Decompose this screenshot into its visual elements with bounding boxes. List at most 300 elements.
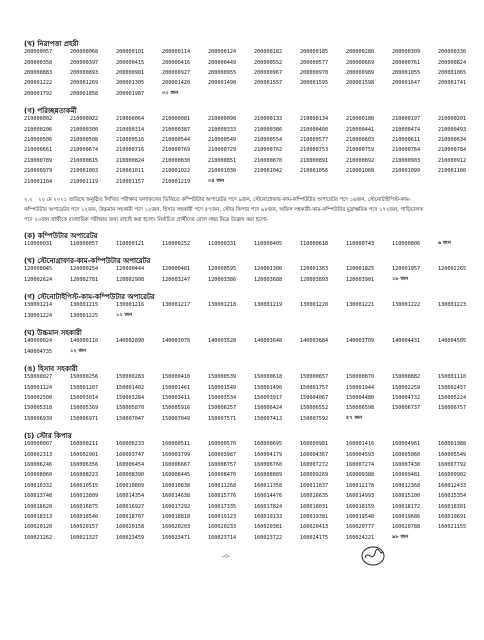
roll-number: 160007274 <box>346 461 375 468</box>
roll-number: 160019133 <box>254 513 283 520</box>
roll-number: 150004067 <box>300 394 329 401</box>
roll-table-stenographer <box>24 264 484 285</box>
roll-table-computer-operator <box>24 239 484 249</box>
roll-number: 210000180 <box>346 116 375 123</box>
roll-number: 160005549 <box>438 451 467 458</box>
roll-number: 160010838 <box>162 482 191 489</box>
section-heading-security-guard: (খ) নিরাপত্তা প্রহরী <box>24 40 79 48</box>
roll-table-upper-division-assistant <box>24 336 484 357</box>
roll-row <box>24 403 484 413</box>
roll-number: 120000444 <box>116 266 145 273</box>
roll-table-security-guard <box>24 47 484 99</box>
roll-number: 210000474 <box>392 126 421 133</box>
roll-number: 160001988 <box>438 441 467 448</box>
roll-number: 120001825 <box>346 266 375 273</box>
roll-number: 160020203 <box>162 524 191 531</box>
roll-number: 120001300 <box>254 266 283 273</box>
roll-number: 200000449 <box>208 59 237 66</box>
roll-number: 120000254 <box>70 266 99 273</box>
roll-number: 150000657 <box>300 374 329 381</box>
roll-number: 160001416 <box>346 441 375 448</box>
roll-number: 150001490 <box>254 384 283 391</box>
roll-row <box>24 145 484 155</box>
roll-number: 130001223 <box>438 302 467 309</box>
roll-number: 160000007 <box>24 441 53 448</box>
roll-number: 120003386 <box>208 276 237 283</box>
roll-number: 160018313 <box>24 513 53 520</box>
roll-number: 150000283 <box>116 374 145 381</box>
count-label: ৯ জন <box>438 240 451 247</box>
roll-number: 210001119 <box>70 178 99 185</box>
roll-number: 160011837 <box>300 482 329 489</box>
roll-number: 210000892 <box>346 157 375 164</box>
roll-number: 210000002 <box>24 116 53 123</box>
paragraph-2-2 <box>24 195 429 225</box>
roll-number: 160010809 <box>116 482 145 489</box>
roll-number: 200000358 <box>24 59 53 66</box>
roll-number: 150001757 <box>300 384 329 391</box>
roll-number: 160018818 <box>162 513 191 520</box>
roll-number: 160003799 <box>162 451 191 458</box>
roll-number: 140004431 <box>392 338 421 345</box>
roll-number: 140004505 <box>438 338 467 345</box>
roll-number: 160020120 <box>24 524 53 531</box>
roll-number: 210000764 <box>392 147 421 154</box>
roll-number: 140003709 <box>346 338 375 345</box>
roll-number: 160008390 <box>116 472 145 479</box>
roll-number: 210000661 <box>24 147 53 154</box>
roll-row <box>24 114 484 124</box>
roll-number: 150001207 <box>70 384 99 391</box>
roll-number: 210000134 <box>300 116 329 123</box>
roll-table-accounts-assistant <box>24 372 484 424</box>
roll-number: 210000554 <box>254 136 283 143</box>
roll-number: 210000891 <box>300 157 329 164</box>
roll-number: 160000570 <box>208 441 237 448</box>
roll-number: 200001305 <box>116 80 145 87</box>
roll-number: 200000101 <box>116 49 145 56</box>
roll-number: 130001214 <box>24 302 53 309</box>
paragraph-number: ২.২ <box>24 197 33 203</box>
roll-number: 130001221 <box>346 302 375 309</box>
roll-number: 210000508 <box>70 136 99 143</box>
roll-number: 160020157 <box>70 524 99 531</box>
roll-number: 160002313 <box>24 451 53 458</box>
signature-mark <box>358 543 388 569</box>
roll-number: 200000967 <box>254 69 283 76</box>
roll-number: 160006760 <box>254 461 283 468</box>
roll-number: 130001225 <box>70 312 99 319</box>
roll-number: 160013809 <box>70 493 99 500</box>
roll-number: 160018031 <box>300 503 329 510</box>
section-heading-accounts-assistant: (ঙ) হিসাব সহকারী <box>24 365 78 373</box>
roll-number: 200001269 <box>70 80 99 87</box>
roll-number: 160019686 <box>392 513 421 520</box>
roll-number: 150001110 <box>438 374 467 381</box>
roll-row <box>24 135 484 145</box>
roll-number: 200000883 <box>24 69 53 76</box>
roll-number: 160008060 <box>24 472 53 479</box>
roll-number: 120002265 <box>438 266 467 273</box>
roll-row <box>24 470 484 480</box>
roll-row <box>24 264 484 274</box>
roll-number: 160024221 <box>346 534 375 541</box>
roll-row <box>24 89 484 99</box>
roll-number: 160009388 <box>346 472 375 479</box>
roll-number: 200000552 <box>254 59 283 66</box>
roll-number: 160004179 <box>254 451 283 458</box>
roll-number: 110000121 <box>116 241 145 248</box>
paragraph-text: ২০ মে ২০২১ তারিখে অনুষ্ঠিত লিখিত পরীক্ষার ফলাফলের ভিত্তিতে কম্পিউটার অপারেটর পদে ৯জন, স্টেনোগ্রাফার-কাম-কম্পিউটার অপারেটর পদে ১৬জন, স্টেনোটাইপিস্ট-কাম-কম্পিউটার অপারেটর পদে ১২জন, উচ্চমান সহকারী পদে ১২জন, হিসাব সহকারী পদে ৫৭জন, স্টোর কিপার পদে ৯৮জন, অফিস সহকারী-কাম-কম্পিউটার মুদ্রাক্ষরিক পদে ১৭২জন, গাড়িচালক পদে ২০জন প্রার্থীকে ব্যবহারিক পরীক্ষার জন্য বাছাই করা হলো। নির্বাচিত প্রার্থীদের রোল নম্বর নিম্নে উল্লেখ করা হলো- <box>24 197 423 223</box>
roll-row <box>24 346 484 356</box>
roll-number: 120000045 <box>24 266 53 273</box>
roll-number: 160007272 <box>300 461 329 468</box>
roll-number: 210000197 <box>392 116 421 123</box>
roll-number: 210000851 <box>208 157 237 164</box>
roll-number: 160009902 <box>438 472 467 479</box>
roll-row <box>24 522 484 532</box>
roll-number: 150007413 <box>254 415 283 422</box>
roll-row <box>24 393 484 403</box>
roll-number: 150001124 <box>24 384 53 391</box>
roll-number: 160002901 <box>70 451 99 458</box>
roll-number: 150006939 <box>24 415 53 422</box>
roll-number: 150006257 <box>208 405 237 412</box>
section-heading-stenotypist: (গ) স্টেনোটাইপিস্ট-কাম-কম্পিউটার অপারেটর <box>24 293 155 301</box>
roll-number: 130001217 <box>162 302 191 309</box>
roll-number: 150006737 <box>392 405 421 412</box>
roll-number: 140003078 <box>162 338 191 345</box>
roll-number: 200001987 <box>116 90 145 97</box>
roll-number: 150003411 <box>162 394 191 401</box>
roll-row <box>24 512 484 522</box>
roll-number: 160009269 <box>300 472 329 479</box>
roll-number: 210000611 <box>392 136 421 143</box>
roll-number: 160008889 <box>254 472 283 479</box>
roll-number: 210000634 <box>438 136 467 143</box>
roll-number: 200000068 <box>70 49 99 56</box>
roll-row <box>24 382 484 392</box>
roll-number: 160006757 <box>208 461 237 468</box>
roll-number: 200000309 <box>392 49 421 56</box>
roll-number: 160018301 <box>438 503 467 510</box>
roll-number: 160014354 <box>116 493 145 500</box>
roll-number: 140003648 <box>254 338 283 345</box>
count-label: ৯৮ জন <box>392 533 409 540</box>
roll-number: 160020777 <box>346 524 375 531</box>
roll-number: 160010332 <box>24 482 53 489</box>
roll-number: 210000870 <box>254 157 283 164</box>
section-heading-computer-operator: (ক) কম্পিউটার অপারেটর <box>24 232 98 240</box>
roll-number: 160000211 <box>70 441 99 448</box>
roll-number: 210000400 <box>300 126 329 133</box>
roll-number: 200000901 <box>116 69 145 76</box>
roll-number: 150007571 <box>208 415 237 422</box>
roll-row <box>24 124 484 134</box>
roll-number: 210001011 <box>116 168 145 175</box>
roll-number: 120000595 <box>208 266 237 273</box>
roll-number: 200000330 <box>438 49 467 56</box>
count-label: ১৮ জন <box>392 275 409 282</box>
roll-row <box>24 47 484 57</box>
roll-number: 210001056 <box>300 168 329 175</box>
roll-number: 210000577 <box>300 136 329 143</box>
roll-number: 160019540 <box>346 513 375 520</box>
roll-number: 160021262 <box>24 534 53 541</box>
roll-number: 160011268 <box>208 482 237 489</box>
roll-number: 150006424 <box>254 405 283 412</box>
roll-number: 150001944 <box>346 384 375 391</box>
roll-row <box>24 481 484 491</box>
roll-number: 150006598 <box>346 405 375 412</box>
roll-number: 210000753 <box>300 147 329 154</box>
roll-number: 160003747 <box>116 451 145 458</box>
roll-number: 210000789 <box>24 157 53 164</box>
roll-row <box>24 460 484 470</box>
roll-number: 210000133 <box>254 116 283 123</box>
roll-number: 120002908 <box>116 276 145 283</box>
roll-number: 200001647 <box>392 80 421 87</box>
roll-number: 160021155 <box>438 524 467 531</box>
roll-number: 150000256 <box>70 374 99 381</box>
roll-number: 150000882 <box>392 374 421 381</box>
roll-number: 160012368 <box>392 482 421 489</box>
roll-number: 160008445 <box>162 472 191 479</box>
roll-number: 160017335 <box>208 503 237 510</box>
roll-number: 200000824 <box>438 59 467 66</box>
roll-number: 120000481 <box>162 266 191 273</box>
roll-number: 150003917 <box>254 394 283 401</box>
roll-number: 200000057 <box>24 49 53 56</box>
roll-number: 160003987 <box>208 451 237 458</box>
roll-number: 200000927 <box>162 69 191 76</box>
roll-number: 160019381 <box>300 513 329 520</box>
roll-number: 200000761 <box>392 59 421 66</box>
roll-number: 160006246 <box>24 461 53 468</box>
roll-number: 210001219 <box>162 178 191 185</box>
section-heading-stenographer: (খ) স্টেনোগ্রাফার-কাম-কম্পিউটার অপারেটর <box>24 257 151 265</box>
roll-number: 110000331 <box>208 241 237 248</box>
roll-number: 160005060 <box>392 451 421 458</box>
roll-number: 160012433 <box>438 482 467 489</box>
roll-table-stenotypist <box>24 300 484 321</box>
roll-row <box>24 501 484 511</box>
roll-number: 110000806 <box>392 241 421 248</box>
roll-number: 210000493 <box>438 126 467 133</box>
roll-number: 200000955 <box>208 69 237 76</box>
roll-number: 120003893 <box>300 276 329 283</box>
roll-number: 200001490 <box>208 80 237 87</box>
roll-number: 210000729 <box>208 147 237 154</box>
roll-number: 210001157 <box>116 178 145 185</box>
roll-number: 210000206 <box>24 126 53 133</box>
roll-number: 210001099 <box>392 168 421 175</box>
roll-number: 210000441 <box>346 126 375 133</box>
roll-row <box>24 533 484 543</box>
roll-row <box>24 336 484 346</box>
roll-number: 140002890 <box>116 338 145 345</box>
roll-number: 160000511 <box>162 441 191 448</box>
roll-number: 150001461 <box>162 384 191 391</box>
roll-number: 160017824 <box>254 503 283 510</box>
roll-number: 160016875 <box>70 503 99 510</box>
section-heading-upper-division-assistant: (ঘ) উচ্চমান সহকারী <box>24 329 82 337</box>
roll-number: 210000516 <box>116 136 145 143</box>
roll-number: 110000031 <box>24 241 53 248</box>
roll-number: 210000544 <box>162 136 191 143</box>
roll-number: 210001042 <box>254 168 283 175</box>
roll-number: 160017292 <box>162 503 191 510</box>
roll-number: 160000981 <box>300 441 329 448</box>
roll-number: 210000716 <box>116 147 145 154</box>
roll-number: 160004961 <box>392 441 421 448</box>
roll-number: 130001222 <box>392 302 421 309</box>
roll-number: 160000233 <box>116 441 145 448</box>
roll-number: 160016620 <box>24 503 53 510</box>
roll-number: 150005369 <box>70 405 99 412</box>
roll-number: 110000057 <box>70 241 99 248</box>
roll-number: 210001100 <box>438 168 467 175</box>
roll-number: 210001104 <box>24 178 53 185</box>
roll-number: 200000415 <box>116 59 145 66</box>
roll-number: 150000027 <box>24 374 53 381</box>
roll-number: 150000870 <box>346 374 375 381</box>
roll-number: 200000185 <box>300 49 329 56</box>
roll-number: 160019123 <box>208 513 237 520</box>
roll-row <box>24 449 484 459</box>
roll-number: 160018540 <box>70 513 99 520</box>
roll-number: 130001218 <box>208 302 237 309</box>
roll-number: 160020413 <box>300 524 329 531</box>
roll-number: 130001220 <box>300 302 329 309</box>
roll-number: 210001003 <box>70 168 99 175</box>
roll-number: 210000603 <box>346 136 375 143</box>
roll-row <box>24 239 484 249</box>
roll-number: 160015354 <box>438 493 467 500</box>
roll-number: 120003688 <box>254 276 283 283</box>
roll-number: 160020233 <box>208 524 237 531</box>
roll-number: 210000674 <box>70 147 99 154</box>
roll-row <box>24 156 484 166</box>
roll-number: 130001215 <box>70 302 99 309</box>
roll-number: 200000989 <box>346 69 375 76</box>
roll-number: 200001420 <box>162 80 191 87</box>
roll-number: 150004480 <box>346 394 375 401</box>
roll-number: 200001557 <box>254 80 283 87</box>
roll-number: 160023459 <box>116 534 145 541</box>
roll-number: 200001792 <box>24 90 53 97</box>
roll-number: 160014638 <box>162 493 191 500</box>
roll-number: 200000416 <box>162 59 191 66</box>
roll-number: 120001363 <box>300 266 329 273</box>
roll-number: 200001595 <box>300 80 329 87</box>
count-label: ৫৭ জন <box>346 414 363 421</box>
roll-number: 210000762 <box>254 147 283 154</box>
roll-number: 160007438 <box>392 461 421 468</box>
roll-number: 210000022 <box>70 116 99 123</box>
roll-row <box>24 166 484 176</box>
count-label: ১২ জন <box>70 347 87 354</box>
roll-number: 120003901 <box>346 276 375 283</box>
roll-table-cleaner <box>24 114 484 187</box>
roll-number: 210001022 <box>162 168 191 175</box>
roll-number: 150003014 <box>70 394 99 401</box>
count-label: ৩৪ জন <box>208 177 225 184</box>
roll-number: 150002457 <box>438 384 467 391</box>
roll-number: 160012178 <box>346 482 375 489</box>
roll-number: 210000549 <box>208 136 237 143</box>
roll-row <box>24 372 484 382</box>
roll-number: 160023471 <box>162 534 191 541</box>
roll-number: 160018172 <box>392 503 421 510</box>
roll-number: 160023714 <box>208 534 237 541</box>
roll-number: 160007792 <box>438 461 467 468</box>
roll-number: 200001858 <box>70 90 99 97</box>
roll-number: 150002500 <box>24 394 53 401</box>
roll-number: 210000387 <box>162 126 191 133</box>
roll-number: 200000669 <box>346 59 375 66</box>
roll-number: 160010515 <box>70 482 99 489</box>
roll-row <box>24 300 484 310</box>
roll-number: 210001068 <box>346 168 375 175</box>
roll-number: 200000978 <box>300 69 329 76</box>
roll-number: 160021327 <box>70 534 99 541</box>
roll-number: 150007049 <box>162 415 191 422</box>
roll-number: 130001224 <box>24 312 53 319</box>
roll-number: 200000182 <box>254 49 283 56</box>
roll-number: 160020158 <box>116 524 145 531</box>
roll-number: 160009481 <box>392 472 421 479</box>
roll-number: 140003528 <box>208 338 237 345</box>
roll-number: 150005916 <box>162 405 191 412</box>
roll-number: 150002259 <box>392 384 421 391</box>
roll-number: 130001216 <box>116 302 145 309</box>
roll-number: 210000759 <box>346 147 375 154</box>
roll-number: 110000405 <box>254 241 283 248</box>
roll-number: 110000252 <box>162 241 191 248</box>
roll-number: 160008223 <box>70 472 99 479</box>
roll-number: 160015776 <box>208 493 237 500</box>
roll-number: 110000743 <box>346 241 375 248</box>
roll-number: 210000064 <box>116 116 145 123</box>
page-number: -৩- <box>222 554 230 560</box>
roll-number: 200001741 <box>438 80 467 87</box>
section-heading-cleaner: (গ) পরিচ্ছন্নতাকর্মী <box>24 107 77 115</box>
roll-number: 160013748 <box>24 493 53 500</box>
roll-number: 160020788 <box>392 524 421 531</box>
roll-number: 200000124 <box>208 49 237 56</box>
roll-number: 210000081 <box>162 116 191 123</box>
roll-number: 150005224 <box>438 394 467 401</box>
roll-number: 200000577 <box>300 59 329 66</box>
roll-number: 150001549 <box>208 384 237 391</box>
roll-number: 160019691 <box>438 513 467 520</box>
roll-number: 210001030 <box>208 168 237 175</box>
roll-number: 210000314 <box>116 126 145 133</box>
roll-number: 160024175 <box>300 534 329 541</box>
roll-number: 160016927 <box>116 503 145 510</box>
roll-number: 150007592 <box>300 415 329 422</box>
roll-number: 150003534 <box>208 394 237 401</box>
roll-number: 120001957 <box>392 266 421 273</box>
count-label: ৩০ জন <box>162 89 179 96</box>
roll-number: 150000539 <box>208 374 237 381</box>
roll-number: 160008470 <box>208 472 237 479</box>
roll-number: 150007047 <box>116 415 145 422</box>
section-heading-store-keeper: (চ) স্টোর কিপার <box>24 432 72 440</box>
roll-number: 210000903 <box>392 157 421 164</box>
roll-number: 130001219 <box>254 302 283 309</box>
